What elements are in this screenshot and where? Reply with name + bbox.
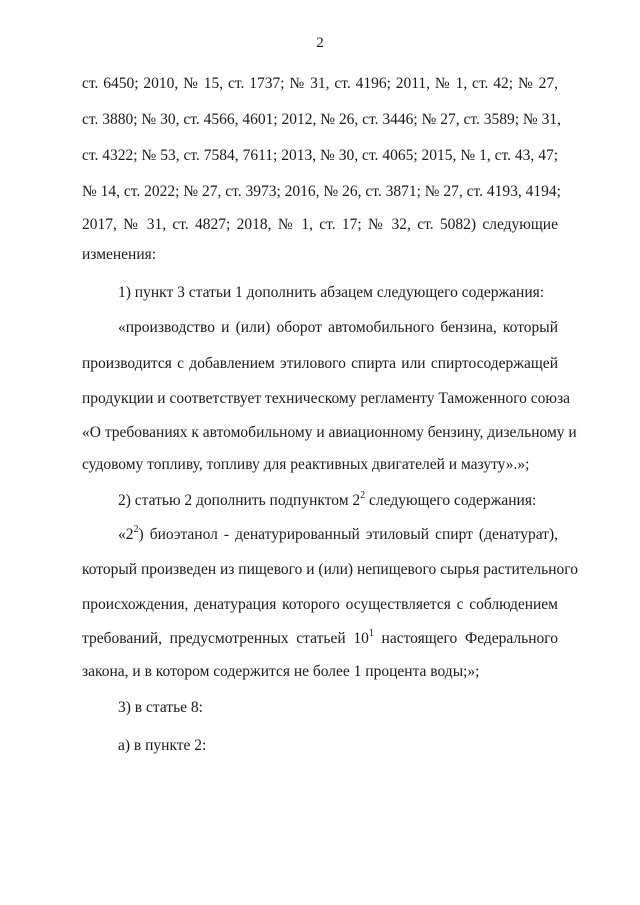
item-2-definition-line: который произведен из пищевого и (или) непищевого сырья растительного [82, 561, 578, 578]
item-1-quote-line: «О требованиях к автомобильному и авиационному бензину, дизельному и [82, 424, 577, 441]
item-2-definition-line [118, 524, 558, 546]
item-2-definition-line [82, 628, 558, 650]
item-2-definition-line: закона, и в котором содержится не более 1 процента воды;»; [82, 663, 480, 680]
definition-superscript: 2 [133, 524, 139, 535]
intro-line: 2017, № 31, ст. 4827; 2018, № 1, ст. 17; № 32, ст. 5082) следующие [82, 216, 558, 233]
definition-text: настоящего Федерального [373, 630, 558, 647]
definition-text: ) биоэтанол - денатурированный этиловый спирт (денатурат), [138, 526, 558, 543]
item-2-heading [118, 490, 558, 512]
intro-line: № 14, ст. 2022; № 27, ст. 3973; 2016, № 26, ст. 3871; № 27, ст. 4193, 4194; [82, 183, 561, 200]
item-2-definition-line: происхождения, денатурация которого осуществляется с соблюдением [82, 596, 558, 613]
item-1-quote-line: продукции и соответствует техническому регламенту Таможенного союза [82, 390, 571, 407]
definition-open: «2 [118, 526, 134, 543]
intro-line: ст. 4322; № 53, ст. 7584, 7611; 2013, № 30, ст. 4065; 2015, № 1, ст. 43, 47; [82, 147, 558, 164]
item-1-heading: 1) пункт 3 статьи 1 дополнить абзацем следующего содержания: [118, 284, 545, 301]
article-superscript: 1 [368, 628, 374, 639]
intro-line: ст. 3880; № 30, ст. 4566, 4601; 2012, № 26, ст. 3446; № 27, ст. 3589; № 31, [82, 111, 561, 128]
item-1-quote-line: судовому топливу, топливу для реактивных двигателей и мазуту».»; [82, 456, 530, 473]
item-2-heading-superscript: 2 [360, 490, 366, 501]
item-1-quote-line: «производство и (или) оборот автомобильного бензина, который [118, 319, 558, 336]
intro-line: ст. 6450; 2010, № 15, ст. 1737; № 31, ст. 4196; 2011, № 1, ст. 42; № 27, [82, 75, 558, 92]
item-3-heading: 3) в статье 8: [118, 699, 203, 716]
definition-text: требований, предусмотренных статьей 10 [82, 630, 369, 647]
intro-line: изменения: [82, 246, 157, 263]
item-2-heading-text: 2) статью 2 дополнить подпунктом 2 [118, 492, 361, 509]
page-number: 2 [316, 35, 324, 51]
item-1-quote-line: производится с добавлением этилового спирта или спиртосодержащей [82, 355, 558, 372]
item-2-heading-text-end: следующего содержания: [365, 492, 537, 509]
item-3-subitem-a: а) в пункте 2: [118, 737, 207, 754]
